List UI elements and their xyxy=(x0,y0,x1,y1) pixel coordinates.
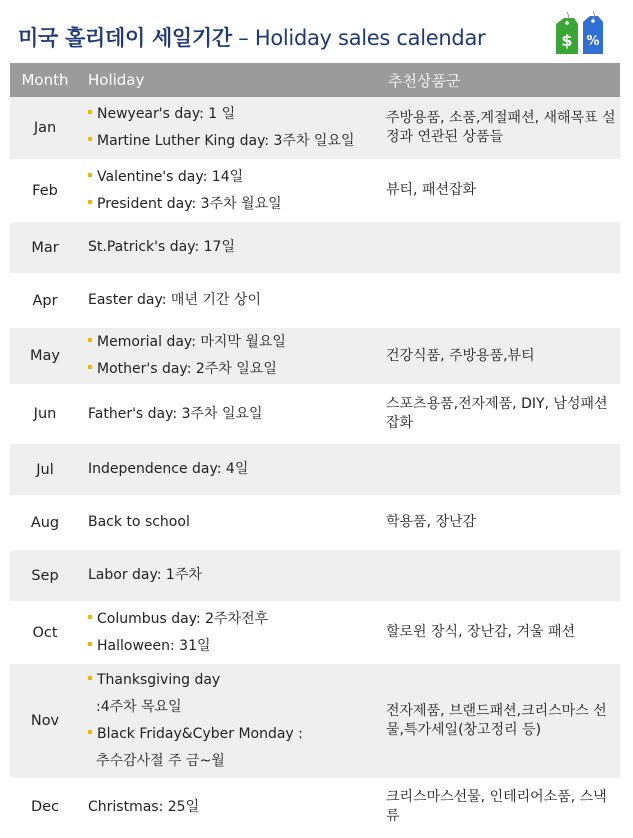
table-row xyxy=(10,97,620,160)
holiday-text: Easter day: 매년 기간 상이 xyxy=(88,292,261,308)
holiday-text: Christmas: 25일 xyxy=(88,798,200,815)
holiday-cell xyxy=(80,496,380,549)
holiday-cell xyxy=(80,549,380,602)
table-row xyxy=(10,496,620,549)
percent-tag-icon xyxy=(583,12,603,54)
holiday-line xyxy=(88,667,380,694)
bullet-icon xyxy=(88,615,92,619)
holiday-text: Memorial day: 마지막 월요일 xyxy=(97,334,286,350)
recommended-cell: 주방용품, 소품,계절패션, 새해목표 설정과 연관된 상품들 xyxy=(386,110,616,145)
svg-text:%: % xyxy=(586,34,600,49)
table-header-row xyxy=(10,63,620,97)
month-cell: Apr xyxy=(32,292,58,309)
table-row xyxy=(10,327,620,385)
holiday-line xyxy=(88,633,380,660)
holiday-cell xyxy=(80,663,380,779)
holiday-text: Halloween: 31일 xyxy=(97,637,211,654)
holiday-cell xyxy=(80,160,380,221)
bullet-icon xyxy=(88,676,92,680)
title-ko: 미국 홀리데이 세일기간 xyxy=(18,26,232,50)
holiday-line xyxy=(88,101,380,128)
month-cell: Jan xyxy=(33,120,57,136)
holiday-line xyxy=(88,562,380,589)
bullet-icon xyxy=(88,730,92,734)
sale-tags-icon xyxy=(552,12,607,58)
table-row xyxy=(10,385,620,443)
holiday-line xyxy=(88,694,380,721)
recommended-cell: 크리스마스선물, 인테리어소품, 스낵류 xyxy=(386,789,607,824)
month-cell: Feb xyxy=(32,182,58,199)
bullet-icon xyxy=(88,338,92,342)
holiday-line xyxy=(88,509,380,536)
holiday-text: Newyear's day: 1 일 xyxy=(97,106,236,122)
recommended-cell: 건강식품, 주방용품,뷰티 xyxy=(386,347,535,364)
month-cell: Nov xyxy=(30,713,60,729)
recommended-cell: 학용품, 장난감 xyxy=(386,514,477,530)
recommended-cell xyxy=(380,549,620,602)
holiday-cell xyxy=(80,443,380,496)
column-header-holiday: Holiday xyxy=(88,71,145,89)
holiday-text: Mother's day: 2주차 일요일 xyxy=(97,361,277,377)
holiday-line xyxy=(88,329,380,356)
holiday-line xyxy=(88,401,380,428)
column-header-recommended: 추천상품군 xyxy=(388,71,461,90)
recommended-cell xyxy=(380,221,620,274)
month-cell: Sep xyxy=(31,567,59,584)
month-cell: Oct xyxy=(32,624,58,641)
table-row xyxy=(10,221,620,274)
bullet-icon xyxy=(88,642,92,646)
month-cell: May xyxy=(30,348,60,364)
holiday-line xyxy=(88,287,380,314)
holiday-line xyxy=(88,606,380,633)
holiday-text: Martine Luther King day: 3주차 일요일 xyxy=(97,133,355,149)
month-cell: Dec xyxy=(30,799,60,815)
recommended-cell: 스포츠용품,전자제품, DIY, 남성패션잡화 xyxy=(386,396,608,431)
holiday-text: President day: 3주차 월요일 xyxy=(97,195,282,212)
recommended-cell: 뷰티, 패션잡화 xyxy=(386,182,477,198)
table-row xyxy=(10,602,620,663)
holiday-cell xyxy=(80,327,380,385)
holiday-cell xyxy=(80,221,380,274)
svg-text:$: $ xyxy=(561,31,573,50)
holiday-text: Valentine's day: 14일 xyxy=(97,168,244,185)
holiday-line xyxy=(88,356,380,383)
holiday-line xyxy=(88,191,380,218)
bullet-icon xyxy=(88,137,92,141)
page-title xyxy=(18,22,485,52)
holiday-cell xyxy=(80,779,380,835)
table-body xyxy=(10,97,620,835)
holiday-line xyxy=(88,794,380,821)
holiday-text: Back to school xyxy=(88,514,190,530)
holiday-line xyxy=(88,164,380,191)
table-row xyxy=(10,274,620,327)
title-separator: – xyxy=(231,26,255,50)
month-cell: Aug xyxy=(30,514,60,531)
bullet-icon xyxy=(88,110,92,114)
holiday-line xyxy=(88,721,380,748)
recommended-cell xyxy=(380,443,620,496)
holiday-line xyxy=(88,234,380,261)
title-en: Holiday sales calendar xyxy=(254,26,486,50)
table-row xyxy=(10,779,620,835)
holiday-line xyxy=(88,748,380,775)
holiday-text: Labor day: 1주차 xyxy=(88,567,202,583)
month-cell: Jun xyxy=(33,406,57,422)
holiday-text: Black Friday&Cyber Monday : xyxy=(97,726,303,742)
column-header-month: Month xyxy=(21,71,69,89)
holiday-text: Father's day: 3주차 일요일 xyxy=(88,405,263,422)
title-bar xyxy=(0,0,633,63)
holiday-cell xyxy=(80,602,380,663)
holiday-text: :4주차 목요일 xyxy=(96,699,182,715)
recommended-cell: 전자제품, 브랜드패션,크리스마스 선물,특가세일(창고정리 등) xyxy=(386,703,607,738)
holiday-text: St.Patrick's day: 17일 xyxy=(88,239,235,255)
holiday-text: Independence day: 4일 xyxy=(88,461,249,477)
holiday-line xyxy=(88,456,380,483)
bullet-icon xyxy=(88,200,92,204)
holiday-line xyxy=(88,128,380,155)
holiday-text: Columbus day: 2주차전후 xyxy=(97,610,269,627)
recommended-cell: 할로윈 장식, 장난감, 겨울 패션 xyxy=(386,624,575,640)
recommended-cell xyxy=(380,274,620,327)
table-row xyxy=(10,160,620,221)
holiday-cell xyxy=(80,274,380,327)
bullet-icon xyxy=(88,365,92,369)
month-cell: Jul xyxy=(36,461,54,478)
dollar-tag-icon xyxy=(556,12,578,54)
holiday-table xyxy=(10,63,620,836)
table-row xyxy=(10,549,620,602)
holiday-text: Thanksgiving day xyxy=(97,672,221,688)
bullet-icon xyxy=(88,173,92,177)
month-cell: Mar xyxy=(31,239,59,256)
holiday-cell xyxy=(80,97,380,160)
table-row xyxy=(10,443,620,496)
holiday-cell xyxy=(80,385,380,443)
holiday-text: 추수감사절 주 금~월 xyxy=(96,753,225,769)
table-row xyxy=(10,663,620,779)
